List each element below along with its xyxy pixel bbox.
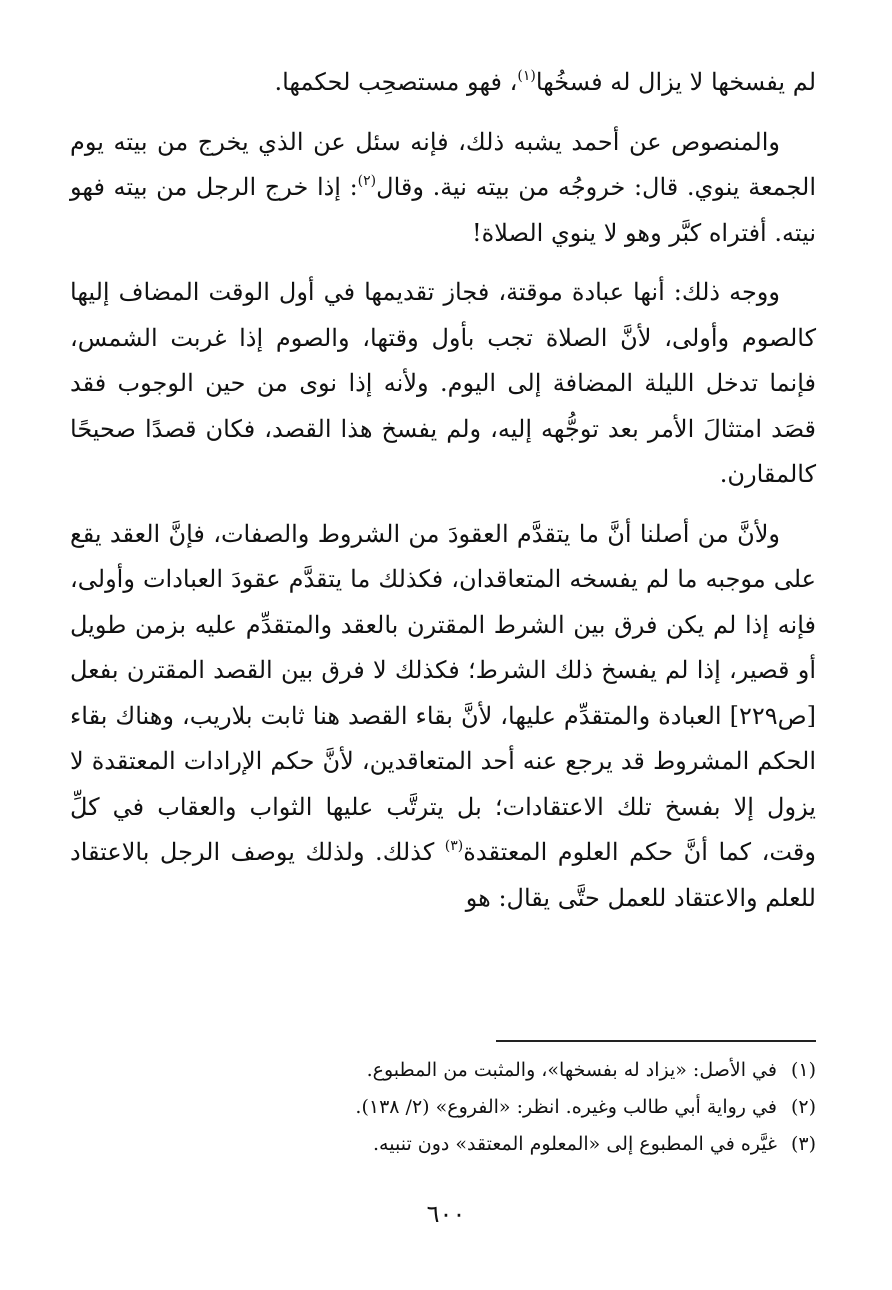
paragraph-4-text-middle: العبادة والمتقدِّم عليها، لأنَّ بقاء القصد هنا ثابت بلاريب، وهناك بقاء الحكم المشروط قد يرجع عنه أحد المتعاقدين، لأنَّ حكم الإرادات المعتقدة لا يزول إلا بفسخ تلك الاعتقادات؛ بل يترتَّب عليها الثواب والعقاب في كلِّ وقت، كما أنَّ حكم العلوم المعتقدة: [70, 701, 816, 866]
paragraph-2-text-end: : إذا خرج الرجل من بيته فهو نيته. أفتراه كبَّر وهو لا ينوي الصلاة!: [70, 173, 816, 247]
paragraph-3: ووجه ذلك: أنها عبادة موقتة، فجاز تقديمها في أول الوقت المضاف إليها كالصوم وأولى، لأنَّ الصلاة تجب بأول وقتها، والصوم إذا غربت الشمس، فإنما تدخل الليلة المضافة إلى اليوم. ولأنه إذا نوى من حين الوجوب فقد قصَد امتثالَ الأمر بعد توجُّهه إليه، ولم يفسخ هذا القصد، فكان قصدًا صحيحًا كالمقارن.: [70, 278, 816, 488]
page-marker: [ص٢٢٩]: [729, 701, 816, 730]
footnote-3: [70, 1126, 816, 1163]
footnote-divider: [496, 1040, 816, 1042]
footnote-number-2: (٢): [790, 1096, 816, 1118]
paragraph-4-text-end: كذلك. ولذلك يوصف الرجل بالاعتقاد للعلم والاعتقاد للعمل حتَّى يقال: هو: [70, 838, 816, 912]
footnote-ref-1[interactable]: (١): [517, 68, 536, 84]
footnote-text-2: في رواية أبي طالب وغيره. انظر: «الفروع» (٢/ ١٣٨).: [355, 1096, 777, 1118]
footnote-number-1: (١): [790, 1059, 816, 1081]
footnote-1: [70, 1052, 816, 1089]
footnote-2: [70, 1089, 816, 1126]
page-body: [70, 60, 816, 935]
paragraph-4: [70, 512, 816, 922]
paragraph-1-text-end: ، فهو مستصحِب لحكمها.: [274, 68, 518, 96]
paragraph-2-text: والمنصوص عن أحمد يشبه ذلك، فإنه سئل عن الذي يخرج من بيته يوم الجمعة ينوي. قال: خروجُه من بيته نية. وقال: [70, 127, 817, 201]
footnote-ref-2[interactable]: (٢): [357, 173, 377, 189]
footnotes: [70, 1052, 816, 1163]
footnote-number-3: (٣): [790, 1133, 816, 1155]
page-number: ٦٠٠: [426, 1200, 466, 1228]
footnote-text-1: في الأصل: «يزاد له بفسخها»، والمثبت من المطبوع.: [366, 1059, 777, 1081]
footnote-text-3: غيَّره في المطبوع إلى «المعلوم المعتقد» دون تنبيه.: [373, 1133, 777, 1155]
paragraph-1-text: لم يفسخها لا يزال له فسخُها: [535, 68, 816, 96]
paragraph-1: [70, 60, 816, 106]
footnote-ref-3[interactable]: (٣): [444, 838, 464, 854]
paragraph-2: [70, 120, 816, 257]
paragraph-4-text: ولأنَّ من أصلنا أنَّ ما يتقدَّم العقودَ من الشروط والصفات، فإنَّ العقد يقع على موجبه ما لم يفسخه المتعاقدان، فكذلك ما يتقدَّم عقودَ العبادات وأولى، فإنه إذا لم يكن فرق بين الشرط المقترن بالعقد والمتقدِّم عليه بزمن طويل أو قصير، إذا لم يفسخ ذلك الشرط؛ فكذلك لا فرق بين القصد المقترن بفعل: [70, 519, 817, 684]
